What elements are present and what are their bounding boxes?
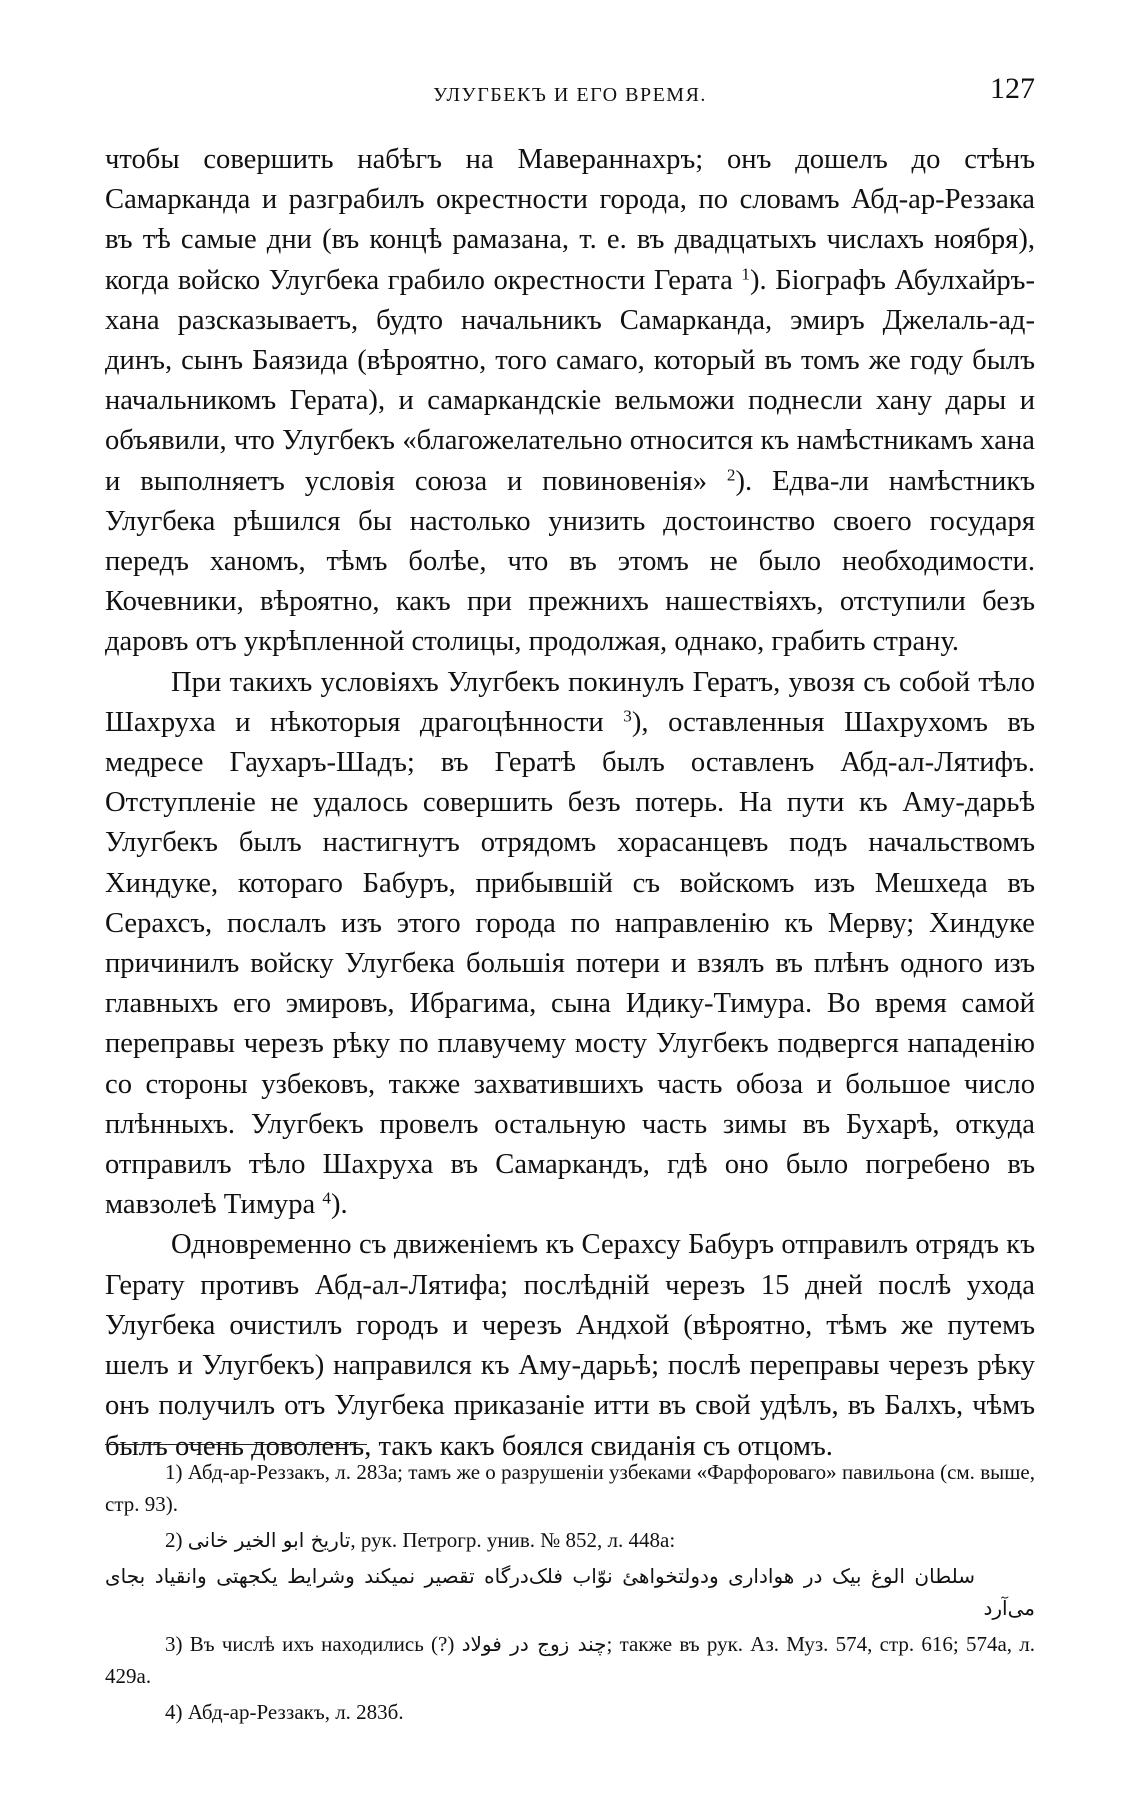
- body-text: [105, 140, 1035, 1467]
- footnote-2-number: 2): [165, 1528, 183, 1552]
- footnote-ref-1: 1: [741, 264, 750, 284]
- page-number: 127: [990, 72, 1035, 105]
- footnote-3: [105, 1628, 1035, 1692]
- footnote-2-arabic-title: تاریخ ابو الخیر خانی: [187, 1528, 351, 1552]
- footnote-ref-4: 4: [322, 1188, 331, 1208]
- footnotes: [105, 1456, 1035, 1728]
- paragraph-2: [105, 663, 1035, 1226]
- paragraph-1-text-c: ). Едва-ли намѣстникъ Улугбека рѣшился бы настолько унизить достоинство своего государя передъ ханомъ, тѣмъ болѣе, что въ этомъ не было необходимости. Кочевники, вѣроятно, какъ при прежнихъ нашествіяхъ, отступили безъ даровъ отъ укрѣпленной столицы, продолжая, однако, грабить страну.: [105, 465, 1035, 658]
- footnote-2-text: , рук. Петрогр. унив. № 852, л. 448а:: [350, 1528, 676, 1552]
- paragraph-2-text-a: При такихъ условіяхъ Улугбекъ покинулъ Гератъ, увозя съ собой тѣло Шахруха и нѣкоторыя драгоцѣнности: [105, 666, 1035, 738]
- footnote-2: [105, 1524, 1035, 1556]
- paragraph-2-text-c: ).: [330, 1189, 348, 1221]
- running-head: [105, 72, 1035, 122]
- footnote-2-arabic-quote: سلطان الوغ بیک در هواداری ودولتخواهئ نوّاب فلک‌درگاه تقصیر نمیکند وشرایط یکجهتی وانقیاد بجای می‌آرد: [105, 1564, 1035, 1620]
- footnote-ref-2: 2: [726, 465, 736, 485]
- paragraph-2-text-b: ), оставленныя Шахрухомъ въ медресе Гаухаръ-Шадъ; въ Гератѣ былъ оставленъ Абд-ал-Лятифъ. Отступленіе не удалось совершить безъ потерь. На пути къ Аму-дарьѣ Улугбекъ былъ настигнутъ отрядомъ хорасанцевъ подъ начальствомъ Хиндуке, котораго Бабуръ, прибывшій съ войскомъ изъ Мешхеда въ Серахсъ, послалъ изъ этого города по направленію къ Мерву; Хиндуке причинилъ войску Улугбека большія потери и взялъ въ плѣнъ одного изъ главныхъ его эмировъ, Ибрагима, сына Идику-Тимура. Во время самой переправы черезъ рѣку по плавучему мосту Улугбекъ подвергся нападенію со стороны узбековъ, также захватившихъ часть обоза и большое число плѣнныхъ. Улугбекъ провелъ остальную часть зимы въ Бухарѣ, откуда отправилъ тѣло Шахруха въ Самаркандъ, гдѣ оно было погребено въ мавзолеѣ Тимура: [105, 706, 1036, 1221]
- paragraph-1-text-a: чтобы совершить набѣгъ на Мавераннахръ; онъ дошелъ до стѣнъ Самарканда и разграбилъ окрестности города, по словамъ Абд-ар-Реззака въ тѣ самые дни (въ концѣ рамазана, т. е. въ двадцатыхъ числахъ ноября), когда войско Улугбека грабило окрестности Герата: [105, 144, 1035, 296]
- paragraph-3: Одновременно съ движеніемъ къ Серахсу Бабуръ отправилъ отрядъ къ Герату противъ Абд-ал-Лятифа; послѣдній черезъ 15 дней послѣ ухода Улугбека очистилъ городъ и черезъ Андхой (вѣроятно, тѣмъ же путемъ шелъ и Улугбекъ) направился къ Аму-дарьѣ; послѣ переправы черезъ рѣку онъ получилъ отъ Улугбека приказаніе итти въ свой удѣлъ, въ Балхъ, чѣмъ былъ очень доволенъ, такъ какъ боялся свиданія съ отцомъ.: [105, 1229, 1035, 1462]
- paragraph-1: [105, 140, 1035, 663]
- footnote-3-text-b: ; также въ рук. Аз. Муз. 574, стр. 616; 574а, л. 429а.: [105, 1632, 1035, 1688]
- footnote-divider: [105, 1444, 367, 1445]
- footnote-ref-3: 3: [623, 706, 632, 726]
- footnote-4: 4) Абд-ар-Реззакъ, л. 283б.: [165, 1700, 404, 1724]
- running-title: УЛУГБЕКЪ И ЕГО ВРЕМЯ.: [433, 84, 707, 106]
- footnote-1: 1) Абд-ар-Реззакъ, л. 283а; тамъ же о разрушеніи узбеками «Фарфороваго» павильона (см. выше, стр. 93).: [105, 1460, 1035, 1516]
- footnote-3-arabic: چند زوج در فولاد: [461, 1632, 607, 1656]
- footnote-3-text-a: 3) Въ числѣ ихъ находились (?): [165, 1632, 455, 1656]
- paragraph-1-text-b: ). Біографъ Абулхайръ-хана разсказываетъ, будто начальникъ Самарканда, эмиръ Джелаль-ад-динъ, сынъ Баязида (вѣроятно, того самаго, который въ томъ же году былъ начальникомъ Герата), и самаркандскіе вельможи поднесли хану дары и объявили, что Улугбекъ «благожелательно относится къ намѣстникамъ хана и выполняетъ условія союза и повиновенія»: [105, 264, 1035, 497]
